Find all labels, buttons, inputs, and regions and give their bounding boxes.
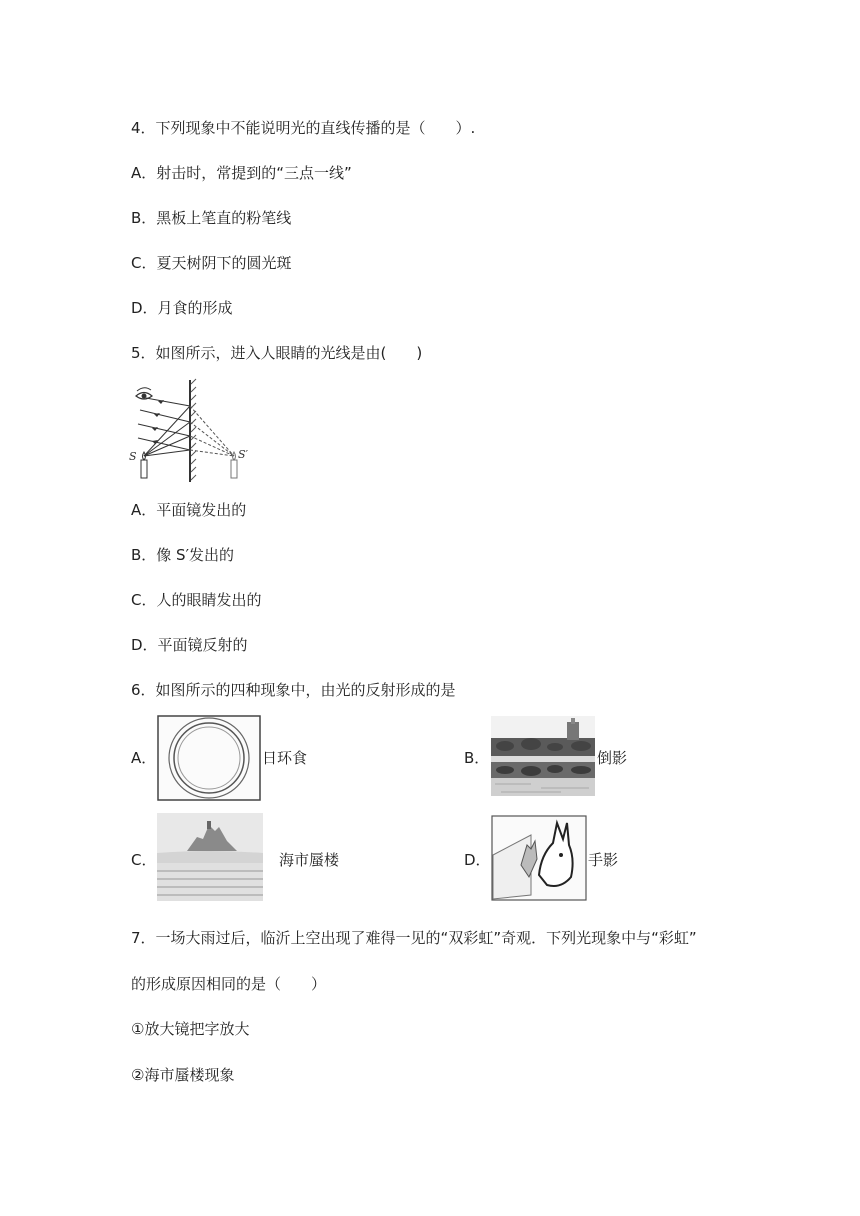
- q6-option-a-letter: A．: [131, 749, 157, 767]
- label-s-prime: S′: [238, 448, 249, 461]
- q5-stem: 5．如图所示，进入人眼睛的光线是由( ): [131, 344, 423, 362]
- q6-option-b-letter: B．: [464, 749, 490, 767]
- q4-option-c: C．夏天树阴下的圆光斑: [131, 254, 292, 272]
- q4-option-b: B．黑板上笔直的粉笔线: [131, 209, 292, 227]
- q7-stem-line1: 7．一场大雨过后，临沂上空出现了难得一见的“双彩虹”奇观．下列光现象中与“彩虹”: [131, 929, 697, 947]
- q7-item-2: ②海市蜃楼现象: [131, 1066, 235, 1084]
- q6-stem: 6．如图所示的四种现象中，由光的反射形成的是: [131, 681, 456, 699]
- q6-option-a-caption: 日环食: [262, 749, 308, 767]
- q4-option-d: D．月食的形成: [131, 299, 233, 317]
- q7-item-1: ①放大镜把字放大: [131, 1020, 250, 1038]
- q4-option-a: A．射击时，常提到的“三点一线”: [131, 164, 352, 182]
- mirage-image: [157, 813, 263, 901]
- reflection-image: [491, 716, 595, 796]
- q5-option-d: D．平面镜反射的: [131, 636, 248, 654]
- q5-option-a: A．平面镜发出的: [131, 501, 247, 519]
- q6-option-c-letter: C．: [131, 851, 157, 869]
- q6-option-d-caption: 手影: [588, 851, 619, 869]
- label-s: S: [129, 450, 137, 463]
- q6-option-b-caption: 倒影: [597, 749, 628, 767]
- q7-stem-line2: 的形成原因相同的是（ ）: [131, 975, 327, 993]
- annular-eclipse-image: [157, 715, 261, 801]
- q5-option-c: C．人的眼睛发出的: [131, 591, 262, 609]
- mirror-diagram: [128, 378, 258, 486]
- hand-shadow-image: [491, 815, 587, 901]
- q5-option-b: B．像 S′发出的: [131, 546, 234, 564]
- q4-stem: 4．下列现象中不能说明光的直线传播的是（ ）.: [131, 119, 476, 137]
- q6-option-c-caption: 海市蜃楼: [279, 851, 340, 869]
- q6-option-d-letter: D．: [464, 851, 491, 869]
